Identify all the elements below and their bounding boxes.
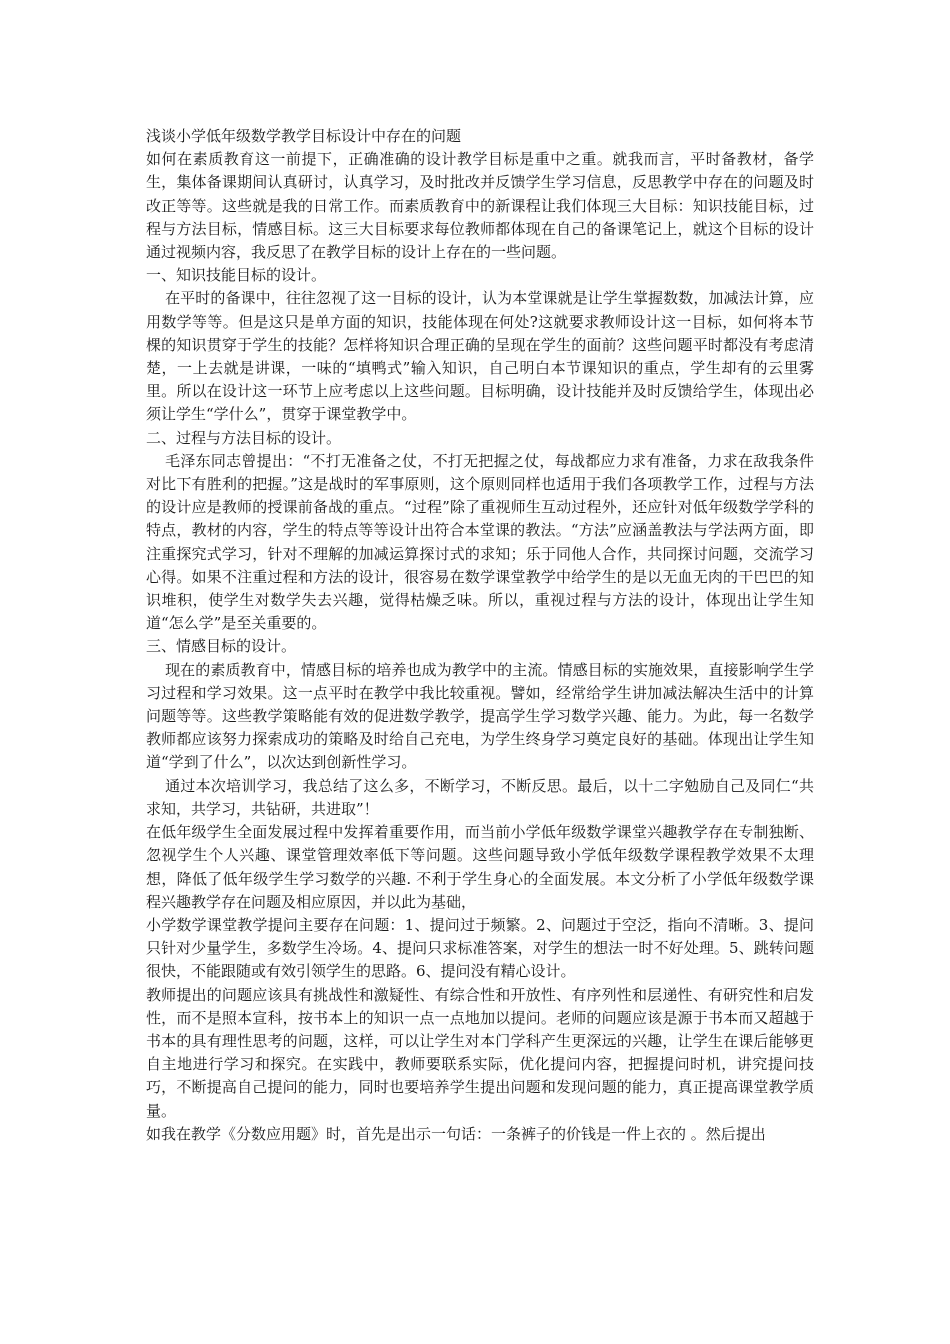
- paragraph-knowledge: 在平时的备课中，往往忽视了这一目标的设计，认为本堂课就是让学生掌握数数，加减法计算，应用数学等等。但是这只是单方面的知识，技能体现在何处?这就要求教师设计这一目标，如何将本节棵的知识贯穿于学生的技能？怎样将知识合理正确的呈现在学生的面前？这些问题平时都没有考虑清楚，一上去就是讲课，一味的“填鸭式”输入知识，自己明白本节课知识的重点，学生却有的云里雾里。所以在设计这一环节上应考虑以上这些问题。目标明确，设计技能并及时反馈给学生，体现出必须让学生“学什么”，贯穿于课堂教学中。: [146, 289, 814, 424]
- paragraph-interest: 在低年级学生全面发展过程中发挥着重要作用，而当前小学低年级数学课堂兴趣教学存在专制独断、忽视学生个人兴趣、课堂管理效率低下等问题。这些问题导致小学低年级数学课程教学效果不太理想，降低了低年级学生学习数学的兴趣. 不利于学生身心的全面发展。本文分析了小学低年级数学课程兴趣教学存在问题及相应原因，并以此为基础，: [146, 823, 814, 911]
- section-heading-process: 二、过程与方法目标的设计。: [146, 428, 342, 447]
- document-page: [146, 125, 814, 1146]
- section-heading-emotion: 三、情感目标的设计。: [146, 637, 297, 656]
- document-title: 浅谈小学低年级数学教学目标设计中存在的问题: [146, 127, 462, 145]
- paragraph-process: 毛泽东同志曾提出：“不打无准备之仗，不打无把握之仗，每战都应力求有准备，力求在敌我条件对比下有胜利的把握。”这是战时的军事原则，这个原则同样也适用于我们各项教学工作，过程与方法的设计应是教师的授课前备战的重点。“过程”除了重视师生互动过程外，还应针对低年级数学学科的特点，教材的内容，学生的特点等等设计出符合本堂课的教法。“方法”应涵盖教法与学法两方面，即注重探究式学习，针对不理解的加减运算探讨式的求知；乐于同他人合作，共同探讨问题，交流学习心得。如果不注重过程和方法的设计，很容易在数学课堂教学中给学生的是以无血无肉的干巴巴的知识堆积，使学生对数学失去兴趣，觉得枯燥乏味。所以，重视过程与方法的设计，体现出让学生知道“怎么学”是至关重要的。: [146, 451, 814, 633]
- paragraph-questioning-problems: 小学数学课堂教学提问主要存在问题：1、提问过于频繁。2、问题过于空泛，指向不清晰。3、提问只针对少量学生，多数学生冷场。4、提问只求标准答案，对学生的想法一时不好处理。5、跳转问题很快，不能跟随或有效引领学生的思路。6、提问没有精心设计。: [146, 915, 814, 981]
- paragraph-example: 如我在教学《分数应用题》时，首先是出示一句话：一条裤子的价钱是一件上衣的 。然后提出: [146, 1124, 766, 1143]
- paragraph-summary: 通过本次培训学习，我总结了这么多，不断学习，不断反思。最后，以十二字勉励自己及同仁“共求知，共学习，共钻研，共进取”！: [146, 776, 814, 818]
- paragraph-emotion: 现在的素质教育中，情感目标的培养也成为教学中的主流。情感目标的实施效果，直接影响学生学习过程和学习效果。这一点平时在教学中我比较重视。譬如，经常给学生讲加减法解决生活中的计算问题等等。这些教学策略能有效的促进数学教学，提高学生学习数学兴趣、能力。为此，每一名数学教师都应该努力探索成功的策略及时给自己充电，为学生终身学习奠定良好的基础。体现出让学生知道“学到了什么”，以次达到创新性学习。: [146, 660, 814, 772]
- section-heading-knowledge: 一、知识技能目标的设计。: [146, 266, 327, 285]
- paragraph-intro: 如何在素质教育这一前提下，正确准确的设计教学目标是重中之重。就我而言，平时备教材，备学生，集体备课期间认真研讨，认真学习，及时批改并反馈学生学习信息，反思教学中存在的问题及时改正等等。这些就是我的日常工作。而素质教育中的新课程让我们体现三大目标：知识技能目标，过程与方法目标，情感目标。这三大目标要求每位教师都体现在自己的备课笔记上，就这个目标的设计通过视频内容，我反思了在教学目标的设计上存在的一些问题。: [146, 150, 814, 262]
- paragraph-questioning-advice: 教师提出的问题应该具有挑战性和激疑性、有综合性和开放性、有序列性和层递性、有研究性和启发性，而不是照本宣科，按书本上的知识一点一点地加以提问。老师的问题应该是源于书本而又超越于书本的具有理性思考的问题，这样，可以让学生对本门学科产生更深远的兴趣，让学生在课后能够更自主地进行学习和探究。在实践中，教师要联系实际，优化提问内容，把握提问时机，讲究提问技巧，不断提高自己提问的能力，同时也要培养学生提出问题和发现问题的能力，真正提高课堂教学质量。: [146, 985, 814, 1120]
